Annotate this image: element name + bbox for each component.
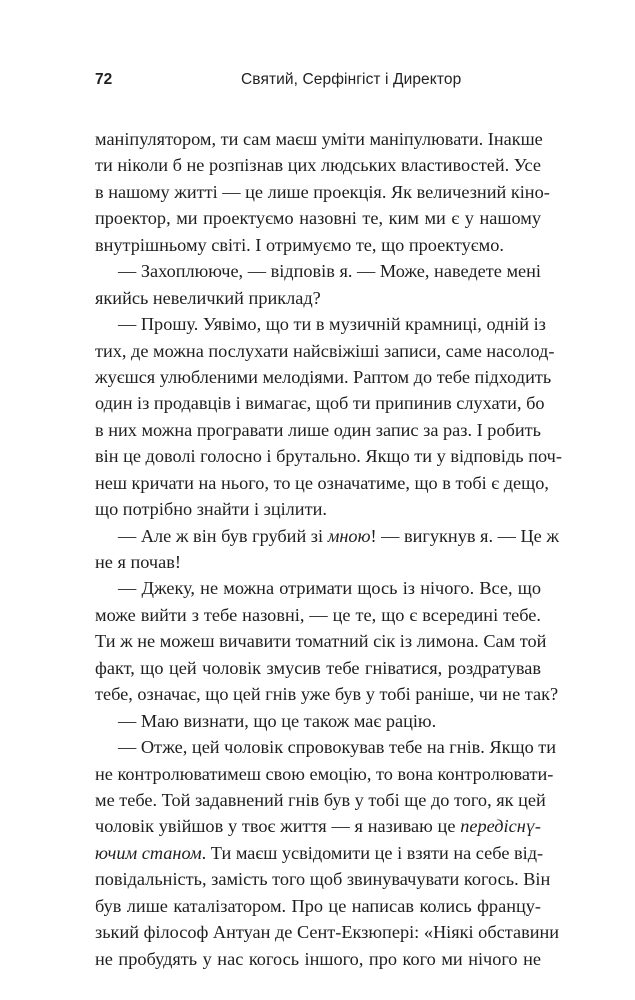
text-line: неш кричати на нього, то це означатиме, що в тобі є дещо, — [95, 472, 549, 493]
text-line: зький філософ Антуан де Сент-Екзюпері: «Ніякі обставини — [95, 922, 560, 943]
italic-text: ючим станом — [95, 842, 202, 863]
text-segment: — Але ж він був грубий зі — [118, 525, 328, 546]
text-line — [95, 813, 541, 839]
text-segment: чоловік увійшов у твоє життя — я називаю це — [95, 816, 461, 837]
text-line: жуєшся улюбленими мелодіями. Раптом до тебе підходить — [95, 366, 552, 387]
text-segment: . Ти маєш усвідомити це і взяти на себе від- — [201, 842, 544, 863]
text-line: ме тебе. Той задавнений гнів був у тобі ще до того, як цей — [95, 789, 546, 810]
page-header — [0, 71, 635, 93]
italic-text: мною — [327, 525, 371, 546]
text-line: внутрішньому світі. І отримуємо те, що проектуємо. — [95, 234, 504, 255]
text-line: не я почав! — [95, 552, 181, 572]
text-line: може вийти з тебе назовні, — це те, що є всередині тебе. — [95, 604, 541, 625]
text-line: — Маю визнати, що це також має рацію. — [118, 710, 437, 731]
text-line: — Джеку, не можна отримати щось із нічого. Все, що — [118, 578, 541, 599]
running-title: Святий, Серфінгіст і Директор — [241, 71, 462, 88]
text-line: не контролюватимеш свою емоцію, то вона контролювати- — [95, 763, 554, 784]
text-line: повідальність, замість того щоб звинувачувати когось. Він — [95, 869, 551, 890]
text-line: якийсь невеличкий приклад? — [95, 287, 321, 308]
body-text — [95, 126, 562, 972]
text-line: був лише каталізатором. Про це написав колись францу- — [95, 895, 541, 916]
text-line: проектор, ми проектуємо назовні те, ким ми є у нашому — [95, 208, 541, 229]
italic-text: передіснү- — [460, 816, 541, 837]
text-line: один із продавців і вимагає, щоб ти припинив слухати, бо — [95, 393, 545, 414]
text-line: ти ніколи б не розпізнав цих людських властивостей. Усе — [95, 155, 541, 176]
text-line: маніпулятором, ти сам маєш уміти маніпулювати. Інакше — [95, 129, 543, 149]
text-line — [95, 523, 559, 549]
text-line: що потрібно знайти і зцілити. — [95, 499, 327, 520]
page-number: 72 — [95, 71, 113, 88]
text-segment: ! — вигукнув я. — Це ж — [370, 525, 559, 546]
text-line: Ти ж не можеш вичавити томатний сік із лимона. Сам той — [95, 631, 547, 652]
text-line: в них можна програвати лише один запис за раз. І робить — [95, 419, 541, 440]
text-line: в нашому житті — це лише проекція. Як величезний кіно- — [95, 181, 550, 202]
text-line — [95, 840, 544, 866]
text-line: він це доволі голосно і брутально. Якщо ти у відповідь поч- — [95, 446, 562, 467]
text-line: факт, що цей чоловік змусив тебе гніватися, роздратував — [95, 657, 541, 678]
text-line: — Отже, цей чоловік спровокував тебе на гнів. Якщо ти — [118, 737, 557, 758]
text-line: тих, де можна послухати найсвіжіші записи, саме насолод- — [95, 340, 555, 361]
text-line: тебе, означає, що цей гнів уже був у тобі раніше, чи не так? — [95, 684, 559, 705]
text-line: — Захоплююче, — відповів я. — Може, наведете мені — [118, 261, 541, 282]
text-line: — Прошу. Уявімо, що ти в музичній крамниці, одній із — [118, 314, 546, 335]
text-line: не пробудять у нас когось іншого, про кого ми нічого не — [95, 948, 541, 969]
